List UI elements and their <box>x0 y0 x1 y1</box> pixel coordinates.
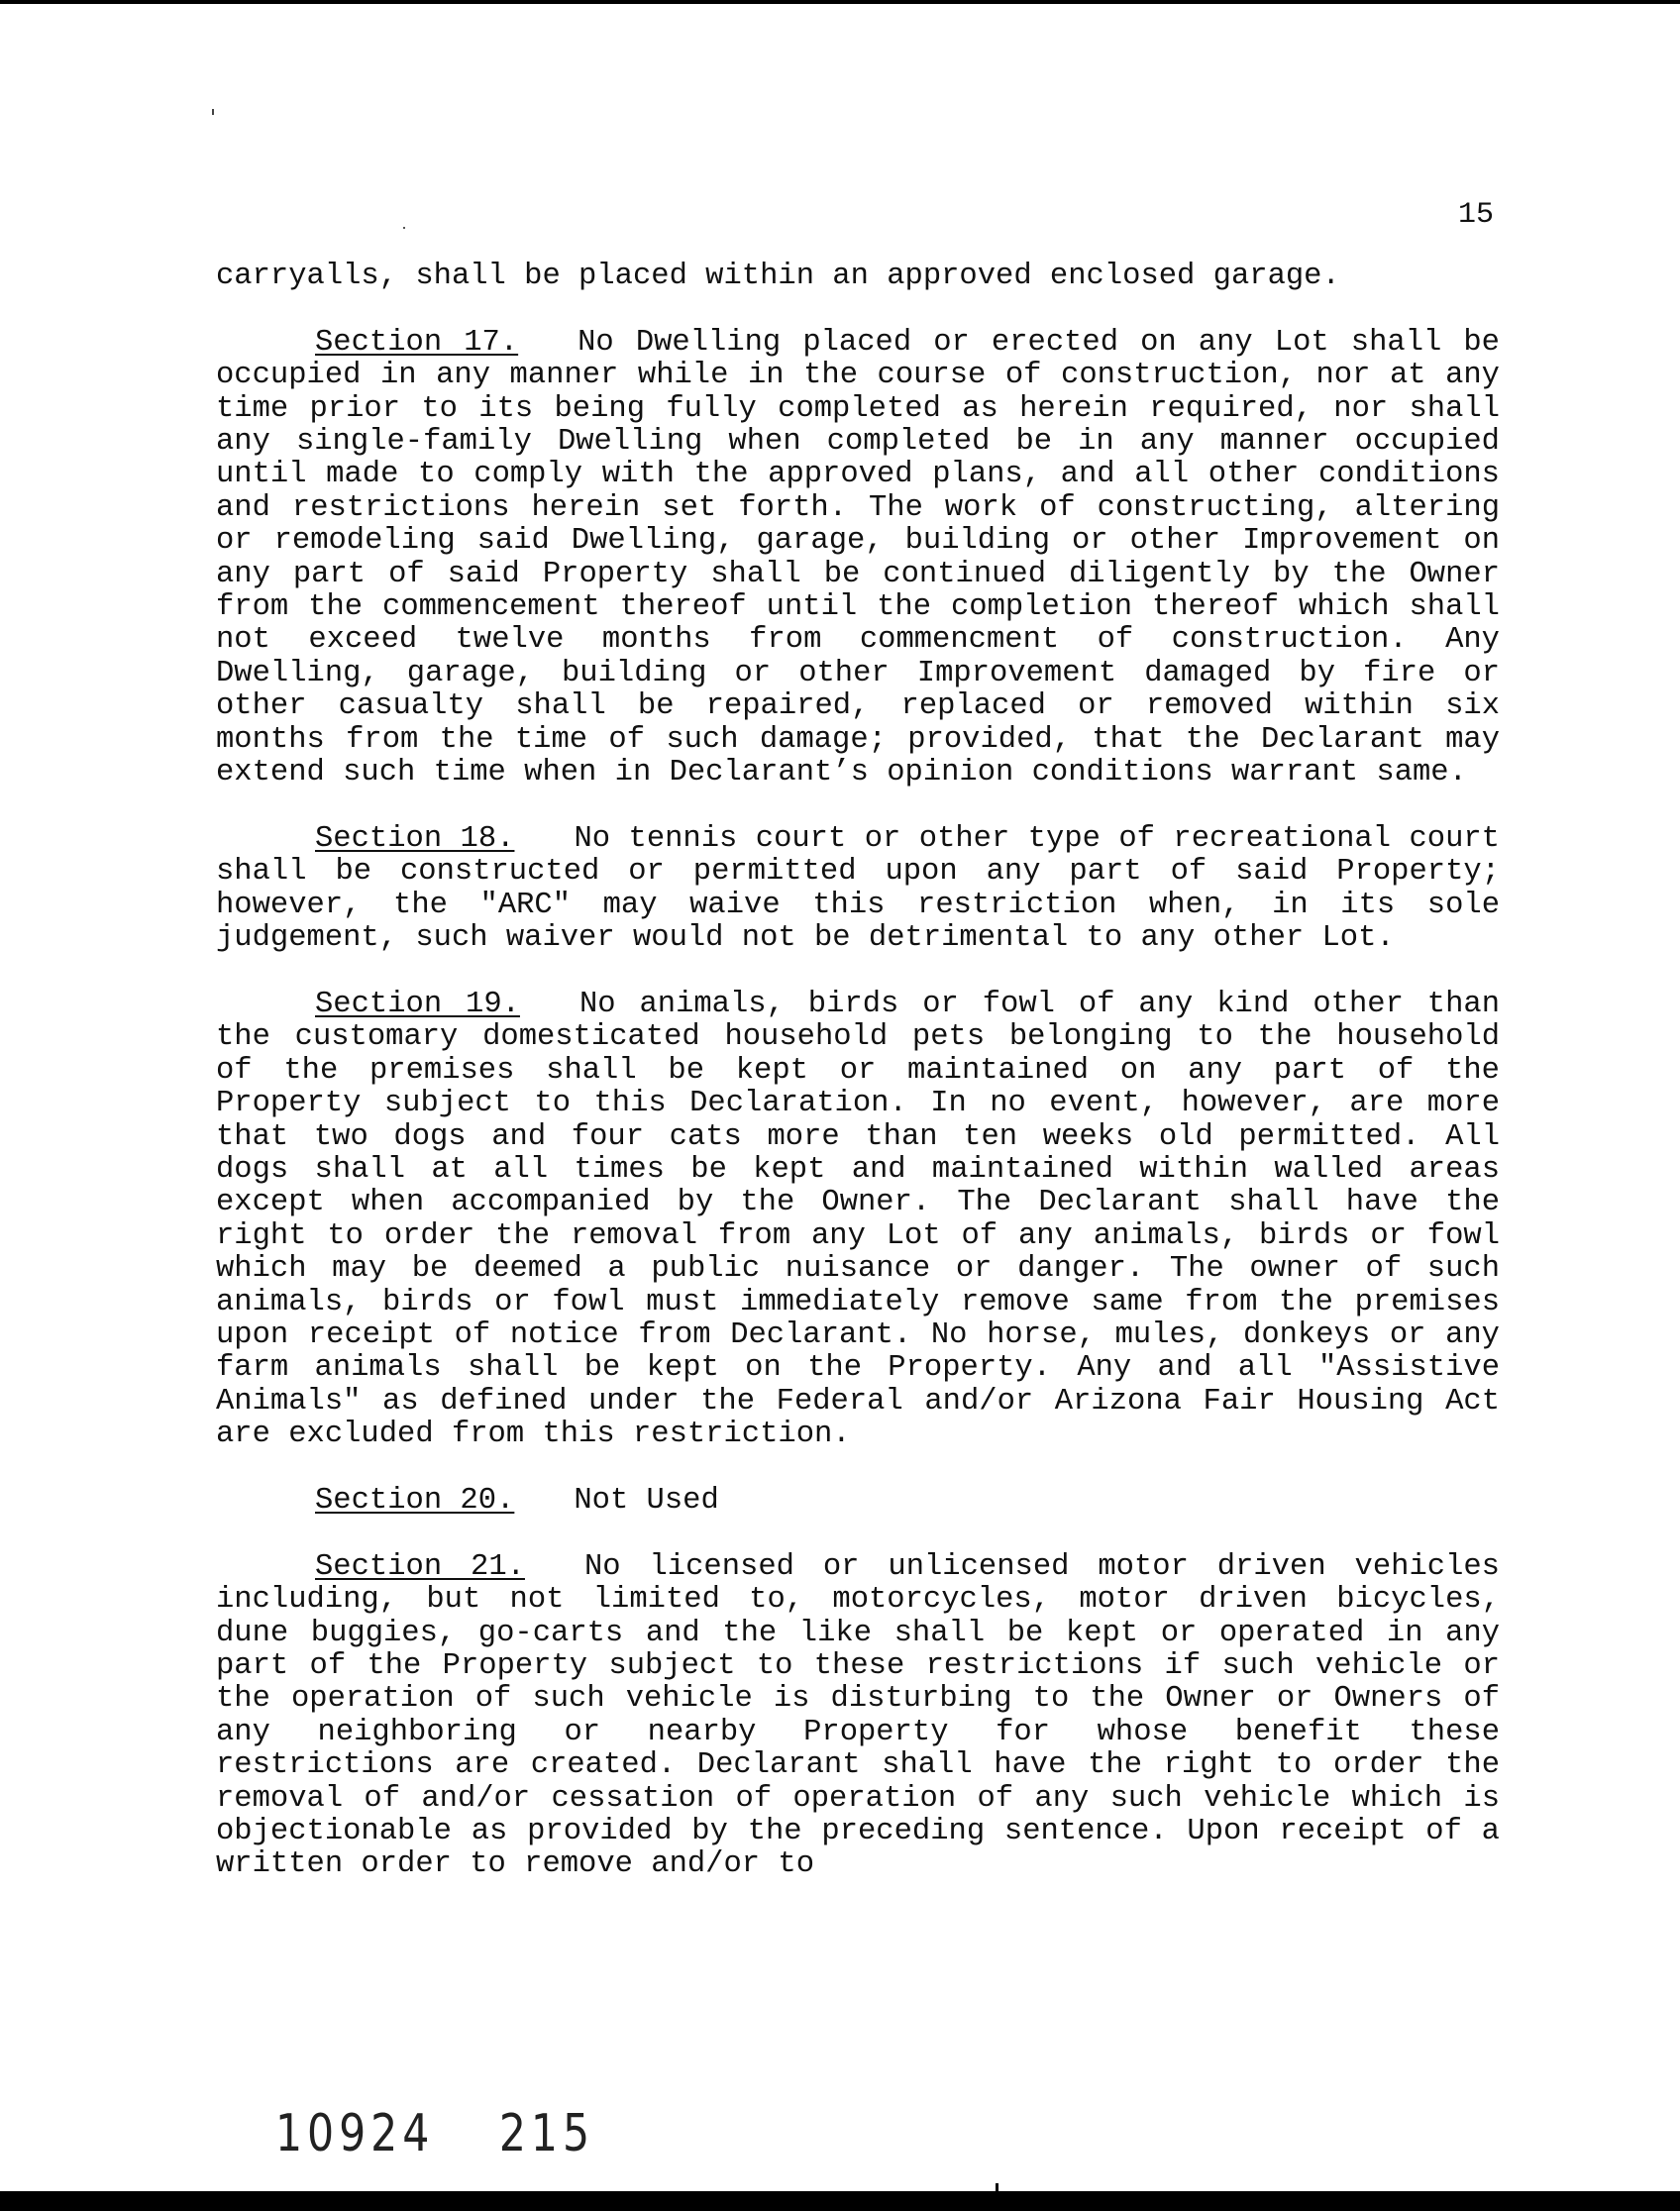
section-heading: Section 21. <box>315 1549 525 1584</box>
section-18 <box>216 823 1500 956</box>
recording-stamp <box>275 2104 594 2163</box>
scan-top-border <box>0 0 1680 4</box>
section-text: No tennis court or other type of recreational court shall be constructed or permitted upon any part of said Property; however, the "ARC" may waive this restriction when, in its sole judgement, such waiver would not be detrimental to any other Lot. <box>216 821 1500 956</box>
document-body <box>216 261 1500 1915</box>
section-text: No Dwelling placed or erected on any Lot shall be occupied in any manner while in the course of construction, nor at any time prior to its being fully completed as herein required, nor shall any single-family Dwelling when completed be in any manner occupied until made to comply with the approved plans, and all other conditions and restrictions herein set forth. The work of constructing, altering or remodeling said Dwelling, garage, building or other Improvement on any part of said Property shall be continued diligently by the Owner from the commencement thereof until the completion thereof which shall not exceed twelve months from commencment of construction. Any Dwelling, garage, building or other Improvement damaged by fire or other casualty shall be repaired, replaced or removed within six months from the time of such damage; provided, that the Declarant may extend such time when in Declarant’s opinion conditions warrant same. <box>216 325 1500 790</box>
recording-book-number: 10924 <box>275 2104 435 2163</box>
scan-speck <box>403 227 405 229</box>
section-19 <box>216 989 1500 1452</box>
section-heading: Section 20. <box>315 1483 515 1518</box>
recording-page-number: 215 <box>498 2104 595 2163</box>
section-heading: Section 18. <box>315 821 515 856</box>
section-text: Not Used <box>574 1483 719 1518</box>
section-text: No animals, birds or fowl of any kind other than the customary domesticated household pets belonging to the household of the premises shall be kept or maintained on any part of the Property subject to this Declaration. In no event, however, are more that two dogs and four cats more than ten weeks old permitted. All dogs shall at all times be kept and maintained within walled areas except when accompanied by the Owner. The Declarant shall have the right to order the removal from any Lot of any animals, birds or fowl which may be deemed a public nuisance or danger. The owner of such animals, birds or fowl must immediately remove same from the premises upon receipt of notice from Declarant. No horse, mules, donkeys or any farm animals shall be kept on the Property. Any and all "Assistive Animals" as defined under the Federal and/or Arizona Fair Housing Act are excluded from this restriction. <box>216 987 1500 1452</box>
section-text: No licensed or unlicensed motor driven vehicles including, but not limited to, motorcycles, motor driven bicycles, dune buggies, go-carts and the like shall be kept or operated in any part of the Property subject to these restrictions if such vehicle or the operation of such vehicle is disturbing to the Owner or Owners of any neighboring or nearby Property for whose benefit these restrictions are created. Declarant shall have the right to order the removal of and/or cessation of operation of any such vehicle which is objectionable as provided by the preceding sentence. Upon receipt of a written order to remove and/or to <box>216 1549 1500 1882</box>
page-number: 15 <box>1458 198 1495 232</box>
section-heading: Section 19. <box>315 987 520 1021</box>
section-20 <box>216 1485 1500 1518</box>
opening-line: carryalls, shall be placed within an approved enclosed garage. <box>216 260 1340 293</box>
scan-bottom-border <box>0 2191 1680 2211</box>
scan-speck <box>212 109 214 115</box>
section-21 <box>216 1551 1500 1882</box>
section-heading: Section 17. <box>315 325 519 360</box>
section-17 <box>216 327 1500 790</box>
